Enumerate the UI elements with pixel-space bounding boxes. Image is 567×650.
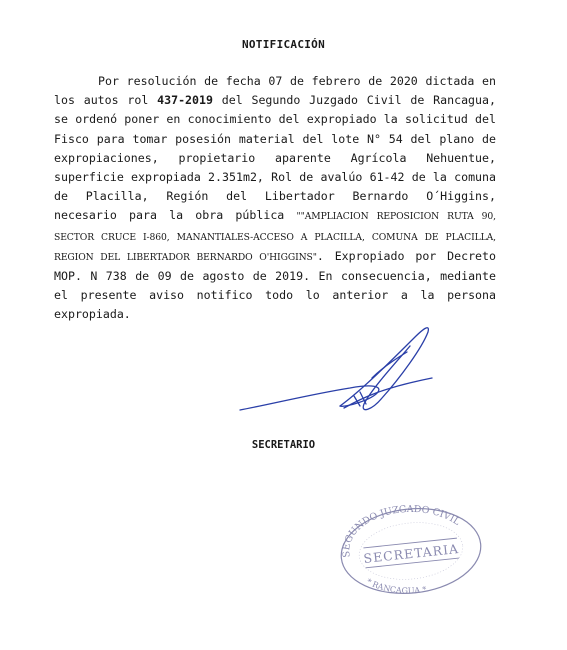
- stamp-bottom-text: * RANCAGUA *: [364, 576, 428, 596]
- body-part-3: . Expropiado por Decreto MOP. N 738 de 09 de agosto de 2019. En consecuencia, mediante el presente aviso notifico todo lo anterior a la persona expropiada.: [54, 248, 496, 322]
- stamp-center-text: SECRETARIA: [362, 541, 460, 566]
- handwritten-signature: [232, 318, 442, 428]
- case-number: 437-2019: [157, 93, 213, 108]
- document-title: NOTIFICACIÓN: [241, 38, 326, 51]
- body-part-2: del Segundo Juzgado Civil de Rancagua, se ordenó poner en conocimiento del expropiado la solicitud del Fisco para tomar posesión material del lote N° 54 del plano de expropiaciones, propietario aparente Agrícola Nehuentue, superficie expropiada 2.351m2, Rol de avalúo 61-42 de la comuna de Placilla, Región del Libertador Bernardo O´Higgins, necesario para la obra pública: [54, 93, 496, 223]
- notice-body: [54, 72, 496, 325]
- public-work-name: ""AMPLIACION REPOSICION RUTA 90, SECTOR CRUCE I-860, MANANTIALES-ACCESO A PLACILLA, COMUNA DE PLACILLA, REGION DEL LIBERTADOR BERNARDO O'HIGGINS": [54, 211, 496, 263]
- signer-title: SECRETARIO: [251, 439, 316, 451]
- stamp-top-text: SEGUNDO JUZGADO CIVIL: [341, 505, 462, 558]
- court-seal-stamp: [336, 505, 484, 597]
- body-part-1: Por resolución de fecha 07 de febrero de 2020 dictada en los autos rol: [54, 74, 496, 108]
